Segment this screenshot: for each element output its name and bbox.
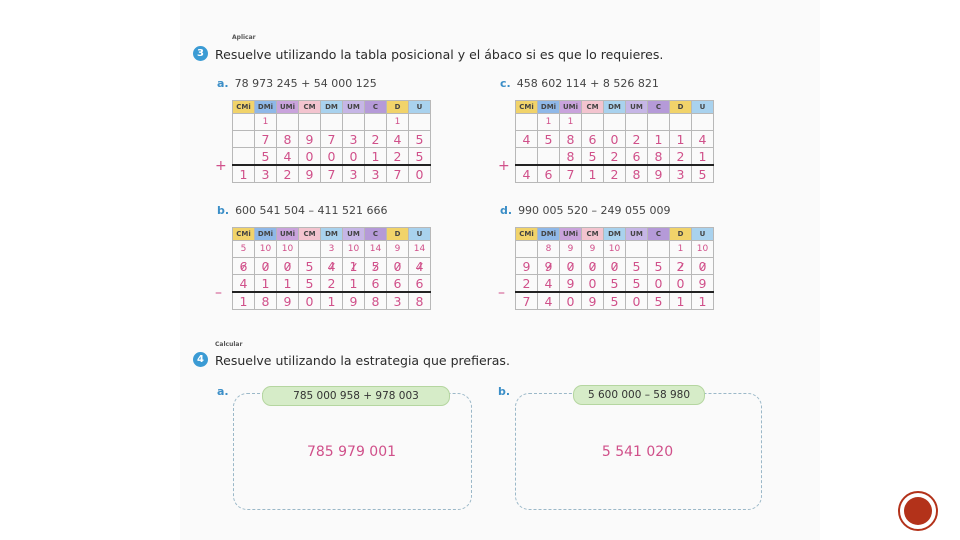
digit-cell: 1 (670, 131, 692, 148)
carry-cell: 1 (387, 114, 409, 131)
digit-cell (387, 258, 409, 275)
digit-cell: 1 (343, 275, 365, 293)
operator-sign: + (215, 158, 227, 174)
operator-sign: + (498, 158, 510, 174)
digit-cell: 0 (670, 275, 692, 293)
table-header-row (516, 228, 714, 241)
digit-cell: 1 (648, 131, 670, 148)
digit-cell (255, 258, 277, 275)
result-cell: 4 (538, 292, 560, 310)
digit-cell: 0 (299, 148, 321, 166)
digit-cell (233, 131, 255, 148)
digit-cell: 4 (387, 131, 409, 148)
column-header: DMi (538, 228, 560, 241)
table-row (233, 292, 431, 310)
table-row (516, 165, 714, 183)
digit-cell: 2 (321, 275, 343, 293)
problem-letter: b. (217, 204, 230, 217)
column-header: C (365, 101, 387, 114)
result-cell: 1 (233, 292, 255, 310)
result-cell: 9 (582, 292, 604, 310)
column-header: C (648, 228, 670, 241)
digit-cell: 7 (321, 131, 343, 148)
table-row (233, 241, 431, 258)
digit-cell: 4 (692, 131, 714, 148)
carry-cell (299, 241, 321, 258)
digit-cell: 2 (387, 148, 409, 166)
place-value-table-a (232, 100, 431, 183)
table-row (233, 275, 431, 293)
carry-cell: 5 (233, 241, 255, 258)
problem-letter: d. (500, 204, 513, 217)
column-header: CM (582, 101, 604, 114)
digit-cell: 4 (516, 131, 538, 148)
calc-b-letter (498, 385, 516, 398)
column-header: U (692, 101, 714, 114)
crossed-digit: 5 (371, 258, 380, 274)
digit-cell: 5 (582, 148, 604, 166)
result-cell: 5 (648, 292, 670, 310)
digit-cell: 5 (626, 275, 648, 293)
digit-cell (343, 258, 365, 275)
digit-cell: 2 (670, 148, 692, 166)
digit-cell (409, 258, 431, 275)
exercise-3-heading: Resuelve utilizando la tabla posicional y el ábaco si es que lo requieres. (215, 47, 664, 62)
problem-text: 600 541 504 – 411 521 666 (235, 204, 388, 217)
result-cell: 0 (626, 292, 648, 310)
crossed-digit: 0 (283, 258, 292, 274)
result-cell: 0 (299, 292, 321, 310)
digit-cell: 6 (582, 131, 604, 148)
digit-cell: 9 (516, 258, 538, 275)
digit-cell (604, 258, 626, 275)
column-header: UM (343, 101, 365, 114)
expression-pill-b: 5 600 000 – 58 980 (573, 385, 705, 405)
crossed-digit: 4 (415, 258, 424, 274)
result-cell: 8 (365, 292, 387, 310)
problem-d-expression (500, 204, 671, 217)
digit-cell: 8 (560, 148, 582, 166)
digit-cell: 0 (321, 148, 343, 166)
problem-letter: a. (217, 385, 229, 398)
carry-cell (692, 114, 714, 131)
result-cell: 8 (409, 292, 431, 310)
carry-cell (321, 114, 343, 131)
result-cell: 5 (604, 292, 626, 310)
result-cell: 4 (516, 165, 538, 183)
column-header: CMi (233, 101, 255, 114)
column-header: D (670, 228, 692, 241)
result-cell: 3 (670, 165, 692, 183)
place-value-table-b (232, 227, 431, 310)
carry-cell (516, 114, 538, 131)
problem-letter: b. (498, 385, 511, 398)
carry-cell (343, 114, 365, 131)
carry-cell (365, 114, 387, 131)
column-header: U (409, 101, 431, 114)
crossed-digit: 2 (676, 258, 685, 274)
result-cell: 3 (365, 165, 387, 183)
crossed-digit: 6 (239, 258, 248, 274)
carry-cell: 1 (560, 114, 582, 131)
digit-cell: 9 (560, 275, 582, 293)
column-header: UM (343, 228, 365, 241)
crossed-digit: 0 (566, 258, 575, 274)
digit-cell: 2 (604, 148, 626, 166)
operator-sign: – (498, 285, 505, 301)
carry-cell: 9 (560, 241, 582, 258)
carry-cell (670, 114, 692, 131)
problem-letter: a. (217, 77, 229, 90)
carry-cell (277, 114, 299, 131)
slide-nav-button[interactable] (898, 491, 938, 531)
problem-b-expression (217, 204, 388, 217)
crossed-digit: 0 (588, 258, 597, 274)
table-row (516, 148, 714, 166)
digit-cell: 1 (255, 275, 277, 293)
digit-cell: 0 (582, 275, 604, 293)
result-cell: 1 (233, 165, 255, 183)
digit-cell (670, 258, 692, 275)
result-cell: 9 (299, 165, 321, 183)
digit-cell: 5 (255, 148, 277, 166)
column-header: D (387, 228, 409, 241)
digit-cell: 1 (365, 148, 387, 166)
crossed-digit: 0 (610, 258, 619, 274)
operator-sign: – (215, 285, 222, 301)
table-row (516, 292, 714, 310)
digit-cell (538, 258, 560, 275)
digit-cell (560, 258, 582, 275)
carry-cell (604, 114, 626, 131)
table-row (516, 131, 714, 148)
digit-cell: 7 (255, 131, 277, 148)
digit-cell: 8 (277, 131, 299, 148)
digit-cell: 0 (604, 131, 626, 148)
column-header: UMi (277, 228, 299, 241)
digit-cell: 6 (626, 148, 648, 166)
carry-cell: 14 (365, 241, 387, 258)
carry-cell: 1 (670, 241, 692, 258)
carry-cell: 10 (604, 241, 626, 258)
digit-cell: 6 (409, 275, 431, 293)
section-label-aplicar: Aplicar (232, 34, 256, 41)
column-header: CMi (233, 228, 255, 241)
answer-b: 5 541 020 (601, 444, 674, 460)
column-header: UM (626, 101, 648, 114)
nav-button-circle-icon (904, 497, 932, 525)
carry-cell: 10 (692, 241, 714, 258)
digit-cell (365, 258, 387, 275)
carry-cell: 10 (343, 241, 365, 258)
digit-cell: 6 (365, 275, 387, 293)
digit-cell: 8 (648, 148, 670, 166)
digit-cell: 5 (299, 258, 321, 275)
carry-cell (233, 114, 255, 131)
digit-cell: 4 (538, 275, 560, 293)
result-cell: 9 (277, 292, 299, 310)
carry-cell: 1 (538, 114, 560, 131)
carry-cell: 1 (255, 114, 277, 131)
digit-cell: 9 (692, 275, 714, 293)
digit-cell: 2 (365, 131, 387, 148)
table-row (516, 114, 714, 131)
digit-cell: 9 (299, 131, 321, 148)
column-header: CMi (516, 101, 538, 114)
problem-text: 78 973 245 + 54 000 125 (234, 77, 377, 90)
digit-cell: 5 (648, 258, 670, 275)
exercise-number-badge: 3 (193, 46, 208, 61)
digit-cell: 2 (516, 275, 538, 293)
result-cell: 0 (409, 165, 431, 183)
digit-cell (538, 148, 560, 166)
column-header: DM (604, 228, 626, 241)
table-header-row (233, 228, 431, 241)
table-row (516, 241, 714, 258)
column-header: DM (604, 101, 626, 114)
carry-cell (516, 241, 538, 258)
table-header-row (516, 101, 714, 114)
column-header: CM (299, 101, 321, 114)
column-header: CM (299, 228, 321, 241)
column-header: DMi (255, 228, 277, 241)
textbook-page (180, 0, 820, 540)
digit-cell: 4 (233, 275, 255, 293)
result-cell: 7 (516, 292, 538, 310)
column-header: U (409, 228, 431, 241)
digit-cell (321, 258, 343, 275)
digit-cell: 1 (692, 148, 714, 166)
digit-cell: 3 (343, 131, 365, 148)
digit-cell: 5 (409, 131, 431, 148)
column-header: DMi (538, 101, 560, 114)
table-row (516, 258, 714, 275)
digit-cell: 0 (343, 148, 365, 166)
carry-cell: 8 (538, 241, 560, 258)
result-cell: 3 (343, 165, 365, 183)
result-cell: 2 (604, 165, 626, 183)
digit-cell (233, 258, 255, 275)
result-cell: 7 (560, 165, 582, 183)
crossed-digit: 9 (544, 258, 553, 274)
column-header: UMi (277, 101, 299, 114)
column-header: DM (321, 101, 343, 114)
calc-a-letter (217, 385, 235, 398)
carry-cell (409, 114, 431, 131)
expression-pill-a: 785 000 958 + 978 003 (262, 386, 450, 406)
result-cell: 5 (692, 165, 714, 183)
digit-cell (277, 258, 299, 275)
crossed-digit: 1 (349, 258, 358, 274)
problem-c-expression (500, 77, 659, 90)
column-header: DM (321, 228, 343, 241)
carry-cell: 10 (277, 241, 299, 258)
column-header: C (648, 101, 670, 114)
answer-a: 785 979 001 (306, 444, 397, 460)
carry-cell: 9 (582, 241, 604, 258)
column-header: UMi (560, 101, 582, 114)
column-header: CM (582, 228, 604, 241)
digit-cell: 1 (277, 275, 299, 293)
result-cell: 1 (692, 292, 714, 310)
carry-cell: 3 (321, 241, 343, 258)
column-header: UMi (560, 228, 582, 241)
result-cell: 0 (560, 292, 582, 310)
result-cell: 2 (277, 165, 299, 183)
problem-text: 458 602 114 + 8 526 821 (516, 77, 659, 90)
carry-cell: 9 (387, 241, 409, 258)
result-cell: 8 (626, 165, 648, 183)
column-header: UM (626, 228, 648, 241)
table-row (233, 131, 431, 148)
column-header: D (670, 101, 692, 114)
problem-a-expression (217, 77, 377, 90)
result-cell: 3 (387, 292, 409, 310)
result-cell: 6 (538, 165, 560, 183)
result-cell: 3 (255, 165, 277, 183)
carry-cell (582, 114, 604, 131)
result-cell: 1 (582, 165, 604, 183)
result-cell: 7 (321, 165, 343, 183)
problem-letter: c. (500, 77, 511, 90)
digit-cell: 5 (538, 131, 560, 148)
digit-cell: 5 (409, 148, 431, 166)
column-header: CMi (516, 228, 538, 241)
digit-cell: 5 (604, 275, 626, 293)
column-header: DMi (255, 101, 277, 114)
digit-cell: 6 (387, 275, 409, 293)
problem-text: 990 005 520 – 249 055 009 (518, 204, 671, 217)
table-row (233, 165, 431, 183)
carry-cell (299, 114, 321, 131)
digit-cell: 5 (626, 258, 648, 275)
digit-cell: 2 (626, 131, 648, 148)
carry-cell (626, 241, 648, 258)
place-value-table-d (515, 227, 714, 310)
result-cell: 8 (255, 292, 277, 310)
digit-cell (582, 258, 604, 275)
crossed-digit: 0 (698, 258, 707, 274)
result-cell: 9 (343, 292, 365, 310)
result-cell: 1 (670, 292, 692, 310)
table-row (233, 148, 431, 166)
section-label-calcular: Calcular (215, 341, 243, 348)
digit-cell: 0 (648, 275, 670, 293)
digit-cell (233, 148, 255, 166)
table-row (233, 258, 431, 275)
digit-cell: 8 (560, 131, 582, 148)
result-cell: 9 (648, 165, 670, 183)
carry-cell (648, 241, 670, 258)
column-header: C (365, 228, 387, 241)
result-cell: 1 (321, 292, 343, 310)
column-header: D (387, 101, 409, 114)
exercise-number-badge: 4 (193, 352, 208, 367)
carry-cell: 14 (409, 241, 431, 258)
table-row (516, 275, 714, 293)
crossed-digit: 0 (393, 258, 402, 274)
digit-cell (516, 148, 538, 166)
place-value-table-c (515, 100, 714, 183)
exercise-4-heading: Resuelve utilizando la estrategia que prefieras. (215, 353, 510, 368)
table-row (233, 114, 431, 131)
carry-cell (626, 114, 648, 131)
result-cell: 7 (387, 165, 409, 183)
crossed-digit: 0 (261, 258, 270, 274)
digit-cell (692, 258, 714, 275)
digit-cell: 5 (299, 275, 321, 293)
carry-cell: 10 (255, 241, 277, 258)
digit-cell: 4 (277, 148, 299, 166)
crossed-digit: 4 (327, 258, 336, 274)
table-header-row (233, 101, 431, 114)
column-header: U (692, 228, 714, 241)
carry-cell (648, 114, 670, 131)
